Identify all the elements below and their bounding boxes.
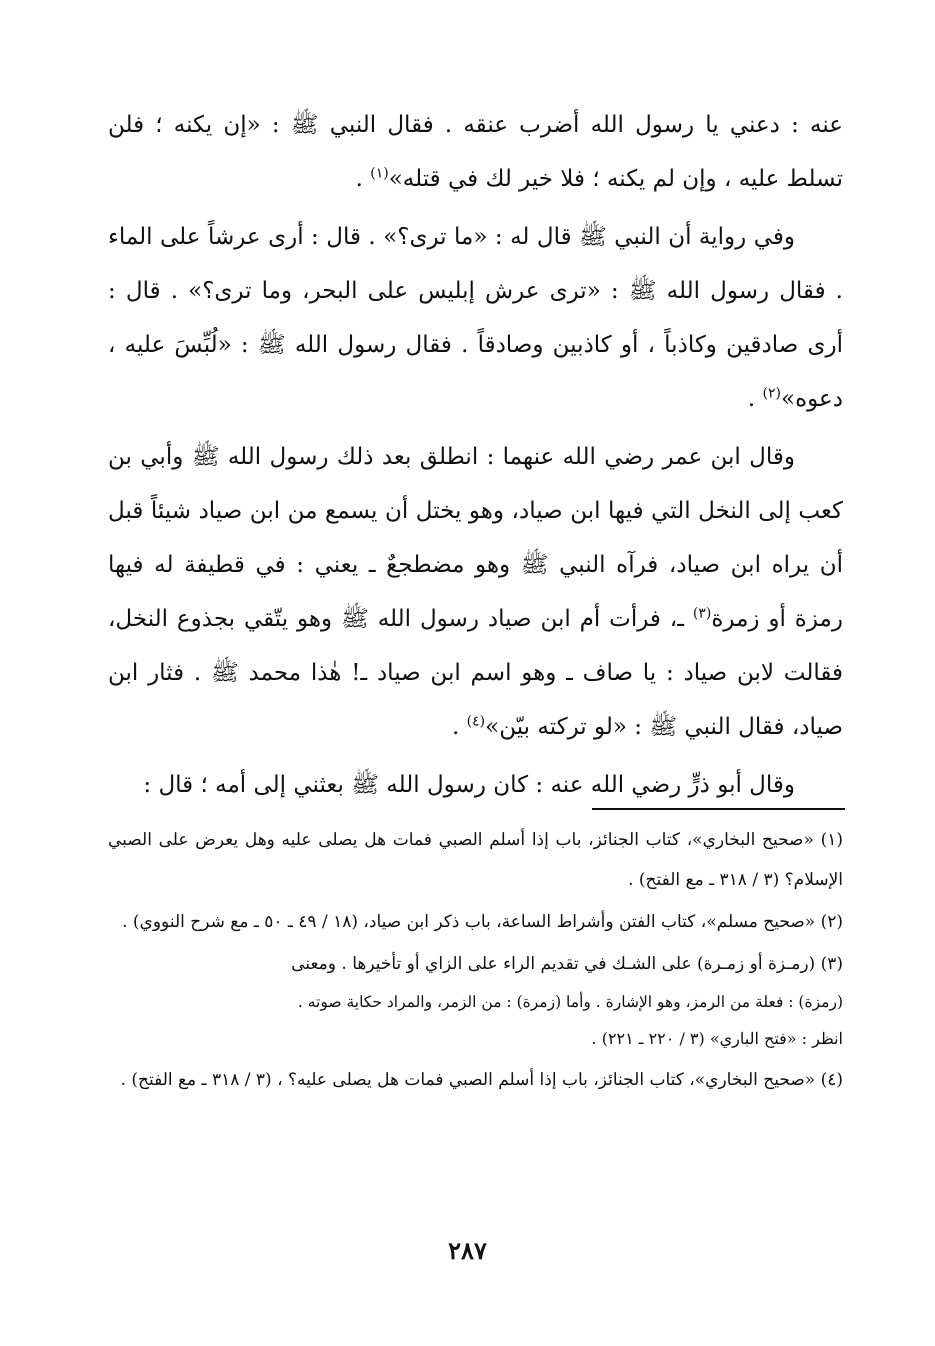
footnote-2: (٢) «صحيح مسلم»، كتاب الفتن وأشراط الساعة، باب ذكر ابن صياد، (١٨ / ٤٩ ـ ٥٠ ـ مع شرح النووي) . bbox=[122, 912, 843, 932]
paragraph-3-text: وقال ابن عمر رضي الله عنهما : انطلق بعد ذلك رسول الله ﷺ وأبي بن كعب إلى النخل التي فيها ابن صياد، وهو يختل أن يسمع من ابن صياد شيئاً قبل أن يراه ابن صياد، فرآه النبي ﷺ وهو مضطجعٌ ـ يعني : في قطيفة له فيها رمزة أو زمرة bbox=[108, 444, 843, 632]
footnote-3-line-1: (٣) (رمـزة أو زمـرة) على الشـك في تقديم الراء على الزاي أو تأخيرها . ومعنى bbox=[291, 954, 843, 974]
paragraph-4: وقال أبو ذرٍّ رضي الله عنه : كان رسول الله ﷺ بعثني إلى أمه ؛ قال : bbox=[143, 772, 795, 798]
footnote-3-line-3: انظر : «فتح الباري» (٣ / ٢٢٠ ـ ٢٢١) . bbox=[591, 1029, 843, 1048]
footnote-4: (٤) «صحيح البخاري»، كتاب الجنائز، باب إذا أسلم الصبي فمات هل يصلى عليه؟ ، (٣ / ٣١٨ ـ مع الفتح) . bbox=[120, 1070, 843, 1090]
footnote-3 bbox=[108, 944, 843, 1058]
paragraph-3-middle: ـ، فرأت أم ابن صياد رسول الله ﷺ وهو يتّقي بجذوع النخل، فقالت لابن صياد : يا صاف ـ وهو اسم ابن صياد ـ! هٰذا محمد ﷺ . فثار ابن صياد، فقال النبي ﷺ : «لو تركته بيّن» bbox=[108, 606, 843, 740]
paragraph-2-text: وفي رواية أن النبي ﷺ قال له : «ما ترى؟» . قال : أرى عرشاً على الماء . فقال رسول الله ﷺ : «ترى عرش إبليس على البحر، وما ترى؟» . قال : أرى صادقين وكاذباً ، أو كاذبين وصادقاً . فقال رسول الله ﷺ : «لُبِّسَ عليه ، دعوه» bbox=[108, 224, 843, 412]
footnote-ref-2: (٢) bbox=[762, 385, 782, 402]
footnote-1: (١) «صحيح البخاري»، كتاب الجنائز، باب إذا أسلم الصبي فمات هل يصلى عليه وهل يعرض على الصبي الإسلام؟ (٣ / ٣١٨ ـ مع الفتح) . bbox=[108, 830, 843, 890]
footnote-ref-3: (٣) bbox=[692, 605, 712, 622]
footnote-ref-1: (١) bbox=[370, 165, 389, 182]
paragraph-1-end: . bbox=[355, 166, 371, 192]
paragraph-2 bbox=[108, 210, 843, 426]
main-text bbox=[108, 98, 843, 816]
footnote-3-line-2: (رمزة) : فعلة من الرمز، وهو الإشارة . وأما (زمرة) : من الزمر، والمراد حكاية صوته . bbox=[297, 993, 843, 1011]
paragraph-1 bbox=[108, 98, 843, 206]
footnote-separator bbox=[592, 808, 845, 810]
footnotes bbox=[108, 820, 843, 1102]
page-number: ٢٨٧ bbox=[448, 1236, 487, 1265]
paragraph-1-text: عنه : دعني يا رسول الله أضرب عنقه . فقال النبي ﷺ : «إن يكنه ؛ فلن تسلط عليه ، وإن لم يكنه ؛ فلا خير لك في قتله» bbox=[108, 112, 843, 192]
footnote-ref-4: (٤) bbox=[466, 713, 486, 730]
paragraph-2-end: . bbox=[747, 386, 763, 412]
paragraph-3-end: . bbox=[452, 714, 467, 740]
paragraph-3 bbox=[108, 430, 843, 754]
